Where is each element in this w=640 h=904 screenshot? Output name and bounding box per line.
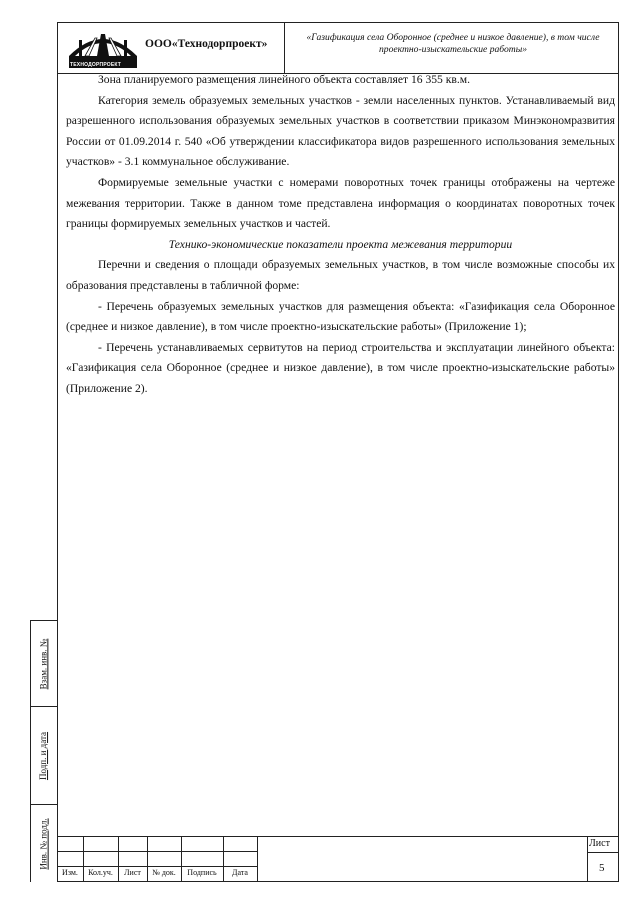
paragraph-list-parcels: - Перечень образуемых земельных участков для размещения объекта: «Газификация села Оборонное (среднее и низкое давление), в том числе проектно-изыскательские работы» (Приложение 1);	[66, 299, 615, 334]
document-body	[66, 70, 615, 400]
sheet-label: Лист	[589, 838, 610, 849]
project-title-line-2: проектно-изыскательские работы»	[378, 44, 528, 55]
page-header	[57, 22, 619, 74]
stamp-col-rule	[257, 836, 258, 882]
sidebar-label-vzam: Взам. инв. №	[38, 638, 49, 689]
paragraph-lists-intro: Перечни и сведения о площади образуемых земельных участков, в том числе возможные способы их образования представлены в табличной форме:	[66, 258, 615, 292]
section-heading: Технико-экономические показатели проекта межевания территории	[168, 237, 513, 251]
project-title-line-1: «Газификация села Оборонное (среднее и низкое давление), в том числе	[306, 32, 600, 43]
stamp-row-rule-1	[57, 851, 257, 852]
sidebar-cell-vzam	[30, 620, 57, 706]
sidebar-label-podp: Подп. и дата	[38, 731, 49, 780]
logo-cell	[57, 22, 285, 73]
stamp-top-rule	[57, 836, 619, 837]
project-title	[293, 32, 613, 56]
stamp-col-kolch: Кол.уч.	[88, 868, 113, 877]
paragraph-parcels: Формируемые земельные участки с номерами поворотных точек границы отображены на чертеже межевания территории. Также в данном томе представлена информация о координатах поворотных точек границы формируемых земельных участков и частей.	[66, 175, 615, 231]
stamp-col-podpis: Подпись	[187, 868, 217, 877]
stamp-col-list: Лист	[124, 868, 141, 877]
stamp-col-ndok: № док.	[152, 868, 176, 877]
title-block	[57, 836, 619, 882]
stamp-sheet-rule	[587, 852, 619, 853]
approval-sidebar	[30, 620, 57, 882]
paragraph-list-servitudes: - Перечень устанавливаемых сервитутов на период строительства и эксплуатации линейного объекта: «Газификация села Оборонное (среднее и низкое давление), в том числе проектно-изыскательские работы» (Приложение 2).	[66, 340, 615, 395]
stamp-col-rule	[587, 836, 588, 882]
paragraph-land-category: Категория земель образуемых земельных участков - земли населенных пунктов. Устанавливаемый вид разрешенного использования образуемых земельных участков в соответствии приказом Минэкономразвития России от 01.09.2014 г. 540 «Об утверждении классификатора видов разрешенного использования земельных участков» - 3.1 коммунальное обслуживание.	[66, 93, 615, 169]
sidebar-label-inv: Инв. № подл.	[38, 817, 49, 870]
sidebar-cell-inv	[30, 804, 57, 882]
sidebar-cell-podp	[30, 706, 57, 804]
stamp-row-rule-2	[57, 866, 257, 867]
stamp-col-data: Дата	[232, 868, 248, 877]
company-name: ООО«Технодорпроект»	[145, 38, 268, 50]
sheet-number: 5	[599, 862, 605, 874]
logo-text: ТЕХНОДОРПРОЕКТ	[70, 62, 122, 68]
paragraph-area: Зона планируемого размещения линейного объекта составляет 16 355 кв.м.	[98, 73, 470, 86]
stamp-col-izm: Изм.	[62, 868, 78, 877]
